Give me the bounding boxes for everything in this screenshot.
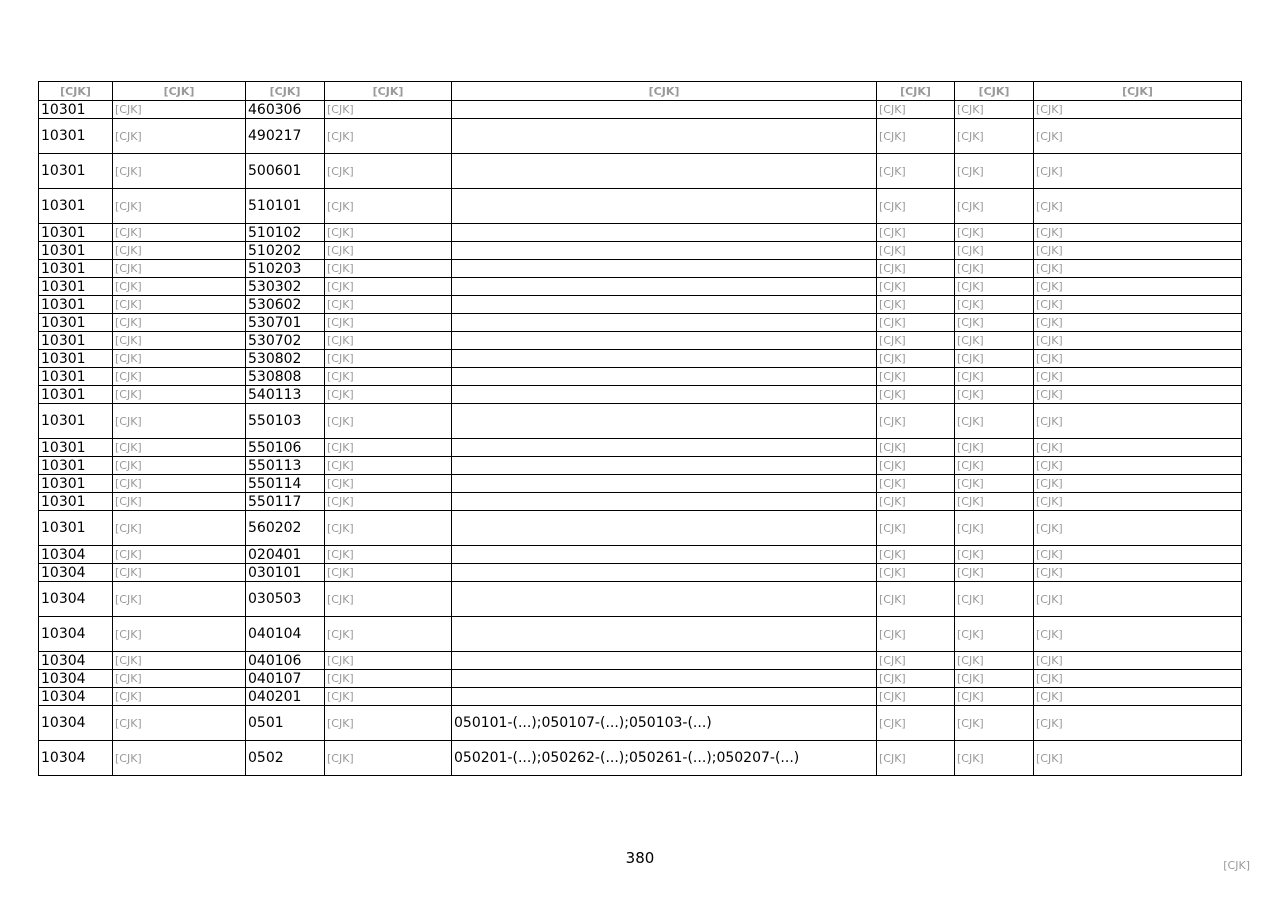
table-cell: [CJK] — [1034, 546, 1242, 564]
table-cell: [CJK] — [1034, 368, 1242, 386]
table-cell: [CJK] — [877, 652, 955, 670]
table-cell: [CJK] — [877, 332, 955, 350]
table-cell: [CJK] — [955, 652, 1034, 670]
table-row — [39, 688, 1242, 706]
page-number: 380 — [625, 849, 655, 867]
table-cell: 10304 — [39, 688, 113, 706]
table-cell — [452, 350, 877, 368]
table-cell: [CJK] — [1034, 119, 1242, 154]
table-cell: [CJK] — [325, 706, 452, 741]
table-cell: 530701 — [246, 314, 325, 332]
table-cell: 10301 — [39, 224, 113, 242]
table-row — [39, 101, 1242, 119]
table-row — [39, 493, 1242, 511]
table-row — [39, 475, 1242, 493]
table-cell: [CJK] — [955, 154, 1034, 189]
table-cell: [CJK] — [1034, 386, 1242, 404]
col-header: [CJK] — [877, 82, 955, 101]
table-cell: 10301 — [39, 511, 113, 546]
table-cell: [CJK] — [325, 224, 452, 242]
table-cell: [CJK] — [325, 670, 452, 688]
table-cell — [452, 101, 877, 119]
table-row — [39, 189, 1242, 224]
table-cell: [CJK] — [877, 101, 955, 119]
table-row — [39, 439, 1242, 457]
table-cell: [CJK] — [877, 439, 955, 457]
table-row — [39, 652, 1242, 670]
table-cell: [CJK] — [877, 617, 955, 652]
table-cell: [CJK] — [325, 652, 452, 670]
table-cell: 10301 — [39, 332, 113, 350]
table-cell: [CJK] — [877, 119, 955, 154]
table-cell: [CJK] — [877, 296, 955, 314]
table-cell: [CJK] — [955, 457, 1034, 475]
table-cell: [CJK] — [955, 564, 1034, 582]
table-cell: [CJK] — [877, 670, 955, 688]
table-cell: 10301 — [39, 368, 113, 386]
table-cell: [CJK] — [877, 457, 955, 475]
table-cell: 510101 — [246, 189, 325, 224]
table-cell: [CJK] — [1034, 652, 1242, 670]
table-cell: [CJK] — [955, 368, 1034, 386]
table-cell: 510202 — [246, 242, 325, 260]
table-cell: 10301 — [39, 439, 113, 457]
table-cell: [CJK] — [113, 493, 246, 511]
table-cell — [452, 154, 877, 189]
table-cell: 10301 — [39, 404, 113, 439]
table-row — [39, 741, 1242, 776]
header-row — [39, 82, 1242, 101]
table-cell: [CJK] — [955, 546, 1034, 564]
table-cell: [CJK] — [955, 475, 1034, 493]
table-cell: [CJK] — [955, 688, 1034, 706]
table-cell: [CJK] — [877, 154, 955, 189]
table-cell: 040106 — [246, 652, 325, 670]
table-cell: [CJK] — [955, 741, 1034, 776]
table-cell: [CJK] — [955, 493, 1034, 511]
table-cell: [CJK] — [113, 296, 246, 314]
table-cell: [CJK] — [877, 368, 955, 386]
table-cell: 0502 — [246, 741, 325, 776]
table-cell: [CJK] — [955, 404, 1034, 439]
table-cell: [CJK] — [1034, 404, 1242, 439]
table-cell: [CJK] — [1034, 332, 1242, 350]
table-cell: [CJK] — [1034, 564, 1242, 582]
table-row — [39, 368, 1242, 386]
table-cell: [CJK] — [877, 260, 955, 278]
table-cell: 10301 — [39, 119, 113, 154]
table-cell: [CJK] — [955, 439, 1034, 457]
table-cell: [CJK] — [113, 457, 246, 475]
table-cell: [CJK] — [1034, 493, 1242, 511]
table-cell — [452, 670, 877, 688]
table-cell: [CJK] — [877, 706, 955, 741]
table-cell: [CJK] — [877, 242, 955, 260]
table-cell: [CJK] — [1034, 439, 1242, 457]
table-cell: 10304 — [39, 617, 113, 652]
table-cell: 550117 — [246, 493, 325, 511]
table-cell: [CJK] — [1034, 314, 1242, 332]
table-cell: 10301 — [39, 189, 113, 224]
table-cell: 10301 — [39, 278, 113, 296]
table-cell — [452, 564, 877, 582]
table-cell: [CJK] — [955, 101, 1034, 119]
table-cell: [CJK] — [1034, 296, 1242, 314]
table-cell: [CJK] — [877, 224, 955, 242]
table-cell: [CJK] — [113, 119, 246, 154]
table-row — [39, 278, 1242, 296]
table-cell: [CJK] — [877, 278, 955, 296]
table-cell — [452, 332, 877, 350]
table-cell: [CJK] — [113, 670, 246, 688]
table-cell: [CJK] — [955, 119, 1034, 154]
table-cell: 550114 — [246, 475, 325, 493]
table-cell: [CJK] — [877, 189, 955, 224]
table-cell: [CJK] — [325, 404, 452, 439]
table-cell: [CJK] — [113, 101, 246, 119]
table-cell: [CJK] — [325, 154, 452, 189]
table-cell: [CJK] — [113, 278, 246, 296]
table-cell: [CJK] — [877, 350, 955, 368]
table-row — [39, 119, 1242, 154]
table-cell: 040107 — [246, 670, 325, 688]
table-cell: [CJK] — [325, 386, 452, 404]
table-cell: 10304 — [39, 706, 113, 741]
table-cell: [CJK] — [113, 260, 246, 278]
table-cell: 530802 — [246, 350, 325, 368]
table-cell: [CJK] — [1034, 457, 1242, 475]
table-cell: [CJK] — [113, 706, 246, 741]
table-cell: [CJK] — [325, 278, 452, 296]
table-cell: 050101-(...);050107-(...);050103-(...) — [452, 706, 877, 741]
table-cell — [452, 119, 877, 154]
table-cell: [CJK] — [1034, 670, 1242, 688]
table-cell: [CJK] — [113, 439, 246, 457]
col-header: [CJK] — [452, 82, 877, 101]
table-cell: [CJK] — [955, 224, 1034, 242]
table-cell — [452, 386, 877, 404]
table-cell: 10301 — [39, 260, 113, 278]
table-cell: [CJK] — [113, 652, 246, 670]
table-cell: [CJK] — [1034, 350, 1242, 368]
table-cell: 530602 — [246, 296, 325, 314]
table-cell: [CJK] — [325, 332, 452, 350]
table-cell: [CJK] — [113, 404, 246, 439]
table-cell: 10301 — [39, 296, 113, 314]
table-cell — [452, 617, 877, 652]
table-row — [39, 332, 1242, 350]
table-cell — [452, 404, 877, 439]
table-cell — [452, 652, 877, 670]
table-cell: [CJK] — [113, 475, 246, 493]
table-cell: [CJK] — [1034, 278, 1242, 296]
table-cell — [452, 582, 877, 617]
col-header: [CJK] — [246, 82, 325, 101]
table-cell — [452, 189, 877, 224]
table-cell: [CJK] — [955, 350, 1034, 368]
table-cell: [CJK] — [325, 242, 452, 260]
table-cell: [CJK] — [325, 511, 452, 546]
table-cell: 10301 — [39, 493, 113, 511]
table-cell: [CJK] — [1034, 154, 1242, 189]
col-header: [CJK] — [955, 82, 1034, 101]
table-cell — [452, 224, 877, 242]
table-cell — [452, 475, 877, 493]
table-cell: [CJK] — [955, 314, 1034, 332]
table-cell: 460306 — [246, 101, 325, 119]
admission-table — [38, 81, 1242, 776]
table-cell: [CJK] — [955, 260, 1034, 278]
table-cell: [CJK] — [325, 564, 452, 582]
table-cell — [452, 546, 877, 564]
table-cell: [CJK] — [955, 670, 1034, 688]
table-row — [39, 582, 1242, 617]
table-cell: [CJK] — [955, 332, 1034, 350]
table-cell — [452, 314, 877, 332]
table-cell: 550103 — [246, 404, 325, 439]
table-cell: 10301 — [39, 154, 113, 189]
table-cell: [CJK] — [325, 457, 452, 475]
table-cell: [CJK] — [113, 224, 246, 242]
table-row — [39, 670, 1242, 688]
table-row — [39, 457, 1242, 475]
table-cell — [452, 688, 877, 706]
col-header: [CJK] — [113, 82, 246, 101]
table-cell: [CJK] — [877, 314, 955, 332]
table-cell: [CJK] — [1034, 582, 1242, 617]
table-cell: [CJK] — [955, 242, 1034, 260]
table-cell: [CJK] — [955, 706, 1034, 741]
table-cell: [CJK] — [955, 582, 1034, 617]
table-cell: [CJK] — [325, 189, 452, 224]
table-cell: 030101 — [246, 564, 325, 582]
col-header: [CJK] — [325, 82, 452, 101]
table-row — [39, 154, 1242, 189]
table-cell: [CJK] — [877, 404, 955, 439]
table-row — [39, 386, 1242, 404]
table-cell: 550113 — [246, 457, 325, 475]
table-cell: [CJK] — [325, 475, 452, 493]
table-cell: [CJK] — [877, 546, 955, 564]
table-cell: [CJK] — [1034, 511, 1242, 546]
table-cell: [CJK] — [1034, 242, 1242, 260]
table-cell: [CJK] — [1034, 741, 1242, 776]
table-cell: 020401 — [246, 546, 325, 564]
table-row — [39, 617, 1242, 652]
table-cell: [CJK] — [113, 511, 246, 546]
table-row — [39, 706, 1242, 741]
table-row — [39, 546, 1242, 564]
table-cell: [CJK] — [325, 101, 452, 119]
table-cell: [CJK] — [113, 332, 246, 350]
table-cell: [CJK] — [955, 617, 1034, 652]
table-cell: [CJK] — [325, 493, 452, 511]
table-cell: [CJK] — [325, 546, 452, 564]
col-header: [CJK] — [1034, 82, 1242, 101]
table-cell: [CJK] — [877, 741, 955, 776]
table-body — [39, 101, 1242, 776]
table-cell: [CJK] — [955, 296, 1034, 314]
table-cell: [CJK] — [325, 439, 452, 457]
table-cell: [CJK] — [113, 386, 246, 404]
table-cell: 510102 — [246, 224, 325, 242]
table-cell: [CJK] — [877, 564, 955, 582]
table-cell: 10301 — [39, 242, 113, 260]
watermark: [CJK] — [1223, 859, 1250, 872]
table-cell — [452, 260, 877, 278]
table-cell: 10304 — [39, 564, 113, 582]
table-cell — [452, 493, 877, 511]
table-cell: [CJK] — [877, 511, 955, 546]
table-cell: 10301 — [39, 475, 113, 493]
table-cell: 10304 — [39, 582, 113, 617]
table-cell: [CJK] — [955, 386, 1034, 404]
table-cell: 500601 — [246, 154, 325, 189]
table-cell: [CJK] — [113, 154, 246, 189]
table-cell: 560202 — [246, 511, 325, 546]
table-cell: [CJK] — [1034, 189, 1242, 224]
table-cell: [CJK] — [1034, 617, 1242, 652]
table-row — [39, 242, 1242, 260]
table-cell: [CJK] — [877, 386, 955, 404]
table-cell: [CJK] — [325, 688, 452, 706]
table-cell: [CJK] — [955, 189, 1034, 224]
table-cell — [452, 457, 877, 475]
table-cell: [CJK] — [325, 582, 452, 617]
table-cell: [CJK] — [113, 582, 246, 617]
table-row — [39, 260, 1242, 278]
table-row — [39, 511, 1242, 546]
table-cell: 530702 — [246, 332, 325, 350]
table-cell: 040201 — [246, 688, 325, 706]
table-cell: 510203 — [246, 260, 325, 278]
table-cell: [CJK] — [325, 119, 452, 154]
table-row — [39, 224, 1242, 242]
table-cell: 540113 — [246, 386, 325, 404]
table-cell — [452, 242, 877, 260]
table-cell: [CJK] — [877, 688, 955, 706]
table-cell: [CJK] — [325, 617, 452, 652]
table-cell: [CJK] — [113, 546, 246, 564]
table-cell: [CJK] — [1034, 706, 1242, 741]
table-cell: [CJK] — [955, 511, 1034, 546]
table-cell — [452, 278, 877, 296]
table-cell: [CJK] — [113, 242, 246, 260]
table-cell: 040104 — [246, 617, 325, 652]
table-cell: [CJK] — [325, 296, 452, 314]
table-cell: 030503 — [246, 582, 325, 617]
table-cell: [CJK] — [325, 314, 452, 332]
table-cell: 10304 — [39, 546, 113, 564]
table-cell — [452, 439, 877, 457]
table-cell: 10301 — [39, 314, 113, 332]
table-cell: [CJK] — [113, 617, 246, 652]
table-row — [39, 404, 1242, 439]
table-cell: 10301 — [39, 101, 113, 119]
table-cell: 10304 — [39, 670, 113, 688]
table-cell — [452, 368, 877, 386]
table-cell: [CJK] — [113, 564, 246, 582]
table-cell: [CJK] — [1034, 101, 1242, 119]
table-cell: [CJK] — [1034, 688, 1242, 706]
table-cell: 0501 — [246, 706, 325, 741]
table-cell: [CJK] — [113, 314, 246, 332]
table-cell: 530808 — [246, 368, 325, 386]
table-cell: 550106 — [246, 439, 325, 457]
table-cell: 10301 — [39, 386, 113, 404]
table-cell: 10304 — [39, 652, 113, 670]
table-cell: 10301 — [39, 350, 113, 368]
table-cell: [CJK] — [877, 582, 955, 617]
table-row — [39, 350, 1242, 368]
table-cell: [CJK] — [877, 493, 955, 511]
table-row — [39, 296, 1242, 314]
table-row — [39, 314, 1242, 332]
table-cell: 490217 — [246, 119, 325, 154]
table-cell: 10301 — [39, 457, 113, 475]
table-cell: [CJK] — [1034, 260, 1242, 278]
table-cell: 530302 — [246, 278, 325, 296]
table-cell: 10304 — [39, 741, 113, 776]
table-cell — [452, 296, 877, 314]
table-cell: [CJK] — [325, 741, 452, 776]
table-cell: [CJK] — [1034, 224, 1242, 242]
table-cell: [CJK] — [113, 189, 246, 224]
table-cell: [CJK] — [955, 278, 1034, 296]
table-cell: 050201-(...);050262-(...);050261-(...);050207-(...) — [452, 741, 877, 776]
table-cell: [CJK] — [325, 368, 452, 386]
table-cell: [CJK] — [113, 368, 246, 386]
table-cell: [CJK] — [1034, 475, 1242, 493]
table-cell: [CJK] — [325, 260, 452, 278]
table-cell: [CJK] — [113, 350, 246, 368]
table-cell — [452, 511, 877, 546]
table-cell: [CJK] — [113, 688, 246, 706]
table-cell: [CJK] — [113, 741, 246, 776]
table-cell: [CJK] — [877, 475, 955, 493]
col-header: [CJK] — [39, 82, 113, 101]
table-row — [39, 564, 1242, 582]
table-cell: [CJK] — [325, 350, 452, 368]
